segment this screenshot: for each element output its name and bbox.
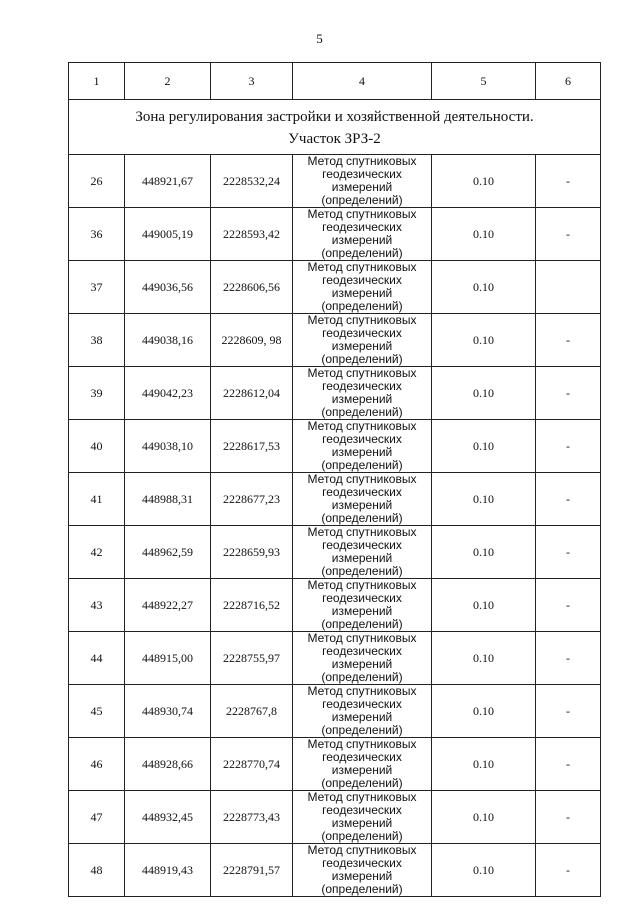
- method-line: Метод спутниковых: [307, 366, 417, 380]
- y-coordinate-cell: 2228609, 98: [211, 314, 293, 367]
- x-coordinate-cell: 448930,74: [125, 685, 211, 738]
- point-number-cell: 38: [69, 314, 125, 367]
- y-coordinate-cell: 2228770,74: [211, 738, 293, 791]
- method-line: Метод спутниковых: [307, 843, 417, 857]
- accuracy-cell: 0.10: [432, 579, 536, 632]
- point-number-cell: 40: [69, 420, 125, 473]
- accuracy-cell: 0.10: [432, 526, 536, 579]
- table-row: [69, 367, 601, 420]
- table-row: [69, 208, 601, 261]
- x-coordinate-cell: 448915,00: [125, 632, 211, 685]
- table-row: [69, 685, 601, 738]
- accuracy-cell: 0.10: [432, 473, 536, 526]
- method-line: геодезических измерений: [322, 379, 402, 406]
- method-cell: [293, 367, 432, 420]
- method-line: геодезических измерений: [322, 538, 402, 565]
- header-cell: 5: [432, 63, 536, 100]
- column-6-cell: -: [536, 738, 601, 791]
- y-coordinate-cell: 2228593,42: [211, 208, 293, 261]
- method-line: (определений): [321, 670, 403, 684]
- table-row: [69, 579, 601, 632]
- point-number-cell: 26: [69, 155, 125, 208]
- accuracy-cell: 0.10: [432, 738, 536, 791]
- accuracy-cell: 0.10: [432, 155, 536, 208]
- method-line: геодезических измерений: [322, 167, 402, 194]
- column-6-cell: [536, 261, 601, 314]
- zone-title-row: [69, 100, 601, 155]
- coordinates-table: [68, 62, 601, 897]
- y-coordinate-cell: 2228755,97: [211, 632, 293, 685]
- method-line: Метод спутниковых: [307, 525, 417, 539]
- method-cell: [293, 844, 432, 897]
- y-coordinate-cell: 2228773,43: [211, 791, 293, 844]
- accuracy-cell: 0.10: [432, 208, 536, 261]
- column-6-cell: -: [536, 844, 601, 897]
- x-coordinate-cell: 449038,10: [125, 420, 211, 473]
- method-line: Метод спутниковых: [307, 737, 417, 751]
- table-row: [69, 791, 601, 844]
- x-coordinate-cell: 448988,31: [125, 473, 211, 526]
- column-6-cell: -: [536, 367, 601, 420]
- point-number-cell: 36: [69, 208, 125, 261]
- zone-title-line1: Зона регулирования застройки и хозяйственной деятельности.: [135, 109, 534, 125]
- method-line: Метод спутниковых: [307, 578, 417, 592]
- method-line: геодезических измерений: [322, 220, 402, 247]
- method-line: геодезических измерений: [322, 273, 402, 300]
- y-coordinate-cell: 2228677,23: [211, 473, 293, 526]
- method-line: геодезических измерений: [322, 591, 402, 618]
- method-cell: [293, 208, 432, 261]
- method-cell: [293, 791, 432, 844]
- y-coordinate-cell: 2228532,24: [211, 155, 293, 208]
- y-coordinate-cell: 2228606,56: [211, 261, 293, 314]
- y-coordinate-cell: 2228612,04: [211, 367, 293, 420]
- method-line: геодезических измерений: [322, 803, 402, 830]
- column-6-cell: -: [536, 473, 601, 526]
- method-line: Метод спутниковых: [307, 472, 417, 486]
- method-line: геодезических измерений: [322, 644, 402, 671]
- zone-title-line2: Участок ЗРЗ-2: [288, 131, 381, 147]
- x-coordinate-cell: 448922,27: [125, 579, 211, 632]
- point-number-cell: 46: [69, 738, 125, 791]
- header-cell: 4: [293, 63, 432, 100]
- method-line: Метод спутниковых: [307, 790, 417, 804]
- method-line: (определений): [321, 511, 403, 525]
- method-line: (определений): [321, 617, 403, 631]
- x-coordinate-cell: 448962,59: [125, 526, 211, 579]
- method-line: (определений): [321, 723, 403, 737]
- point-number-cell: 45: [69, 685, 125, 738]
- x-coordinate-cell: 448928,66: [125, 738, 211, 791]
- point-number-cell: 37: [69, 261, 125, 314]
- method-line: (определений): [321, 458, 403, 472]
- column-6-cell: -: [536, 155, 601, 208]
- point-number-cell: 43: [69, 579, 125, 632]
- accuracy-cell: 0.10: [432, 685, 536, 738]
- method-line: (определений): [321, 882, 403, 896]
- y-coordinate-cell: 2228617,53: [211, 420, 293, 473]
- accuracy-cell: 0.10: [432, 420, 536, 473]
- y-coordinate-cell: 2228659,93: [211, 526, 293, 579]
- x-coordinate-cell: 449042,23: [125, 367, 211, 420]
- x-coordinate-cell: 449038,16: [125, 314, 211, 367]
- method-cell: [293, 155, 432, 208]
- table-row: [69, 473, 601, 526]
- column-6-cell: -: [536, 579, 601, 632]
- header-cell: 6: [536, 63, 601, 100]
- method-line: Метод спутниковых: [307, 260, 417, 274]
- method-line: геодезических измерений: [322, 856, 402, 883]
- column-6-cell: -: [536, 208, 601, 261]
- method-line: (определений): [321, 193, 403, 207]
- method-cell: [293, 579, 432, 632]
- column-6-cell: -: [536, 526, 601, 579]
- point-number-cell: 47: [69, 791, 125, 844]
- method-cell: [293, 685, 432, 738]
- header-cell: 3: [211, 63, 293, 100]
- method-cell: [293, 473, 432, 526]
- table-row: [69, 155, 601, 208]
- method-line: Метод спутниковых: [307, 419, 417, 433]
- method-line: геодезических измерений: [322, 326, 402, 353]
- method-line: (определений): [321, 829, 403, 843]
- point-number-cell: 42: [69, 526, 125, 579]
- method-line: (определений): [321, 299, 403, 313]
- accuracy-cell: 0.10: [432, 367, 536, 420]
- accuracy-cell: 0.10: [432, 261, 536, 314]
- table-row: [69, 738, 601, 791]
- table-row: [69, 526, 601, 579]
- column-6-cell: -: [536, 685, 601, 738]
- x-coordinate-cell: 448921,67: [125, 155, 211, 208]
- method-line: (определений): [321, 564, 403, 578]
- method-line: Метод спутниковых: [307, 313, 417, 327]
- point-number-cell: 48: [69, 844, 125, 897]
- method-line: (определений): [321, 405, 403, 419]
- table-row: [69, 420, 601, 473]
- column-6-cell: -: [536, 632, 601, 685]
- accuracy-cell: 0.10: [432, 791, 536, 844]
- page-number: 5: [316, 31, 323, 46]
- method-line: Метод спутниковых: [307, 207, 417, 221]
- method-cell: [293, 420, 432, 473]
- table-row: [69, 844, 601, 897]
- method-line: геодезических измерений: [322, 485, 402, 512]
- method-line: Метод спутниковых: [307, 631, 417, 645]
- method-cell: [293, 632, 432, 685]
- method-cell: [293, 261, 432, 314]
- method-line: (определений): [321, 352, 403, 366]
- accuracy-cell: 0.10: [432, 844, 536, 897]
- column-6-cell: -: [536, 791, 601, 844]
- accuracy-cell: 0.10: [432, 314, 536, 367]
- method-line: (определений): [321, 246, 403, 260]
- method-line: геодезических измерений: [322, 750, 402, 777]
- column-6-cell: -: [536, 314, 601, 367]
- method-line: геодезических измерений: [322, 697, 402, 724]
- method-line: Метод спутниковых: [307, 154, 417, 168]
- table-row: [69, 632, 601, 685]
- x-coordinate-cell: 448932,45: [125, 791, 211, 844]
- method-line: геодезических измерений: [322, 432, 402, 459]
- zone-title-cell: [69, 100, 601, 155]
- x-coordinate-cell: 448919,43: [125, 844, 211, 897]
- method-cell: [293, 314, 432, 367]
- x-coordinate-cell: 449036,56: [125, 261, 211, 314]
- table-row: [69, 314, 601, 367]
- column-6-cell: -: [536, 420, 601, 473]
- point-number-cell: 44: [69, 632, 125, 685]
- x-coordinate-cell: 449005,19: [125, 208, 211, 261]
- header-cell: 1: [69, 63, 125, 100]
- y-coordinate-cell: 2228716,52: [211, 579, 293, 632]
- table-header-row: [69, 63, 601, 100]
- method-cell: [293, 738, 432, 791]
- method-cell: [293, 526, 432, 579]
- method-line: (определений): [321, 776, 403, 790]
- point-number-cell: 39: [69, 367, 125, 420]
- header-cell: 2: [125, 63, 211, 100]
- table-row: [69, 261, 601, 314]
- y-coordinate-cell: 2228791,57: [211, 844, 293, 897]
- accuracy-cell: 0.10: [432, 632, 536, 685]
- point-number-cell: 41: [69, 473, 125, 526]
- y-coordinate-cell: 2228767,8: [211, 685, 293, 738]
- method-line: Метод спутниковых: [307, 684, 417, 698]
